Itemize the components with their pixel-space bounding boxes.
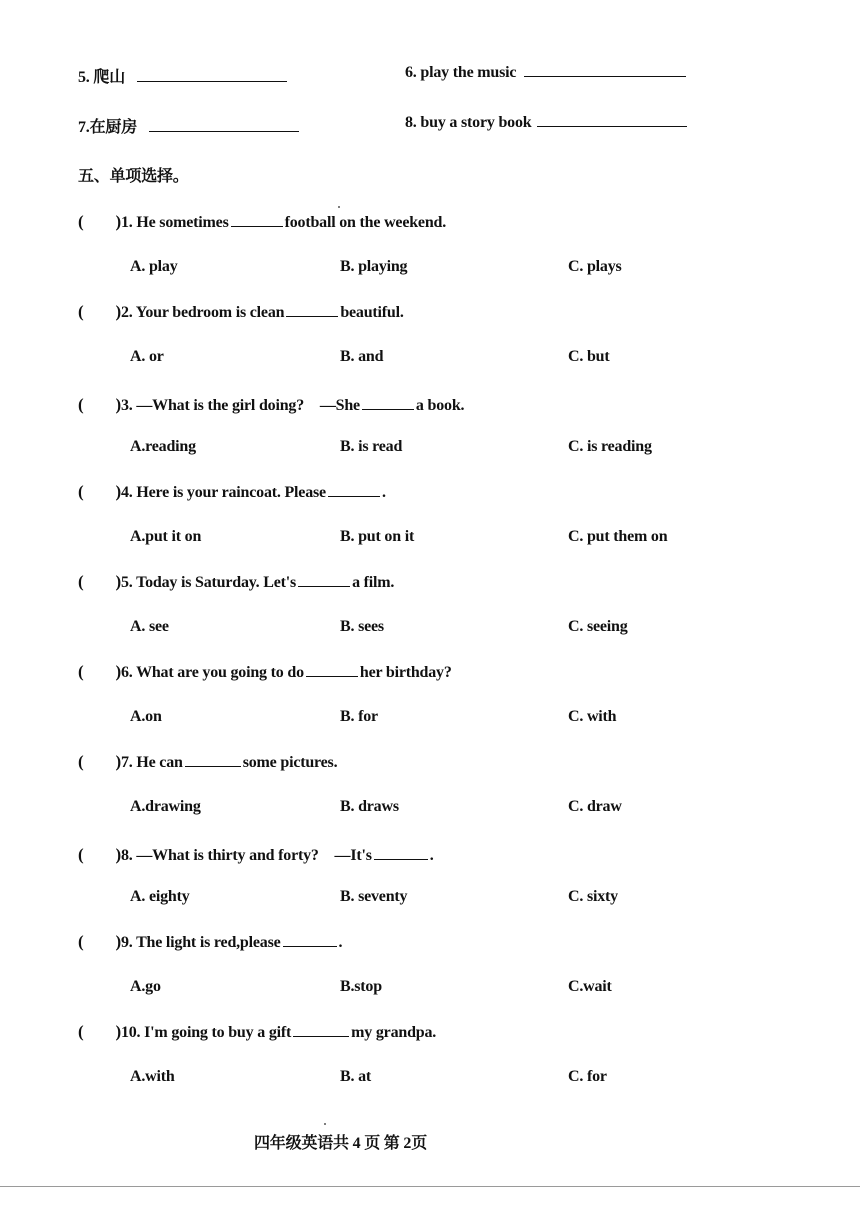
question-number: 8. xyxy=(120,847,133,864)
option-a[interactable]: A. play xyxy=(130,258,178,275)
question-row xyxy=(78,482,386,502)
option-b[interactable]: B. sees xyxy=(340,618,384,635)
question-number: 9. xyxy=(120,934,133,951)
item-number: 8. xyxy=(405,114,417,131)
answer-paren-close: ) xyxy=(115,572,121,591)
translation-item-8 xyxy=(405,114,689,132)
answer-blank[interactable] xyxy=(524,74,686,77)
fill-blank[interactable] xyxy=(374,857,428,860)
option-a[interactable]: A. see xyxy=(130,618,169,635)
fill-blank[interactable] xyxy=(185,764,241,767)
option-c[interactable]: C.wait xyxy=(568,978,612,995)
page-bottom-edge xyxy=(0,1186,860,1187)
option-c[interactable]: C. seeing xyxy=(568,618,628,635)
answer-blank[interactable] xyxy=(137,79,287,82)
option-c[interactable]: C. draw xyxy=(568,798,622,815)
option-a[interactable]: A.put it on xyxy=(130,528,202,545)
option-a[interactable]: A. eighty xyxy=(130,888,190,905)
item-number: 6. xyxy=(405,64,417,81)
answer-paren-close: ) xyxy=(115,662,121,681)
option-a[interactable]: A.reading xyxy=(130,438,196,455)
question-number: 5. xyxy=(120,574,133,591)
fill-blank[interactable] xyxy=(328,494,380,497)
item-number: 7. xyxy=(78,119,90,136)
answer-blank[interactable] xyxy=(537,124,687,127)
fill-blank[interactable] xyxy=(298,584,350,587)
option-b[interactable]: B. playing xyxy=(340,258,408,275)
option-a[interactable]: A.with xyxy=(130,1068,175,1085)
question-text-after: my grandpa. xyxy=(351,1024,437,1041)
question-row xyxy=(78,302,404,322)
question-number: 3. xyxy=(120,397,133,414)
answer-paren-close: ) xyxy=(115,932,121,951)
question-row xyxy=(78,752,337,772)
translation-item-7 xyxy=(78,114,301,137)
answer-paren-open: ( xyxy=(78,572,84,591)
translation-item-5 xyxy=(78,64,289,87)
answer-paren-open: ( xyxy=(78,302,84,321)
question-text-before: Today is Saturday. Let's xyxy=(136,574,297,591)
option-b[interactable]: B. put on it xyxy=(340,528,415,545)
question-number: 2. xyxy=(120,304,133,321)
answer-paren-close: ) xyxy=(115,482,121,501)
question-text-after: a book. xyxy=(415,397,465,414)
question-text-before: Here is your raincoat. Please xyxy=(136,484,326,501)
answer-paren-close: ) xyxy=(115,752,121,771)
item-text: 爬山 xyxy=(93,69,126,86)
question-number: 4. xyxy=(120,484,133,501)
answer-paren-open: ( xyxy=(78,932,84,951)
question-text-after: . xyxy=(429,847,434,864)
answer-paren-open: ( xyxy=(78,845,84,864)
question-text-after: a film. xyxy=(352,574,395,591)
item-text: play the music xyxy=(420,64,517,81)
translation-item-6 xyxy=(405,64,688,82)
question-text-before: I'm going to buy a gift xyxy=(144,1024,292,1041)
scan-speck xyxy=(324,1123,326,1125)
item-text: 在厨房 xyxy=(89,119,138,136)
question-row xyxy=(78,842,434,865)
question-number: 10. xyxy=(120,1024,141,1041)
answer-paren-close: ) xyxy=(115,395,121,414)
question-text-before: Your bedroom is clean xyxy=(135,304,285,321)
answer-paren-close: ) xyxy=(115,212,121,231)
option-b[interactable]: B. is read xyxy=(340,438,403,455)
question-text-after: some pictures. xyxy=(242,754,338,771)
answer-paren-open: ( xyxy=(78,482,84,501)
scan-speck xyxy=(338,206,340,208)
question-row xyxy=(78,212,446,232)
option-c[interactable]: C. but xyxy=(568,348,610,365)
question-text-before: The light is red,please xyxy=(136,934,281,951)
question-text-before: —What is thirty and forty? —It's xyxy=(136,847,372,864)
answer-paren-close: ) xyxy=(115,845,121,864)
question-row xyxy=(78,1022,436,1042)
question-number: 6. xyxy=(120,664,133,681)
answer-paren-open: ( xyxy=(78,1022,84,1041)
option-b[interactable]: B.stop xyxy=(340,978,382,995)
option-b[interactable]: B. seventy xyxy=(340,888,408,905)
option-c[interactable]: C. plays xyxy=(568,258,622,275)
question-text-after: . xyxy=(338,934,343,951)
option-a[interactable]: A. or xyxy=(130,348,164,365)
question-text-before: —What is the girl doing? —She xyxy=(136,397,360,414)
question-text-before: He can xyxy=(136,754,183,771)
question-text-after: beautiful. xyxy=(340,304,404,321)
fill-blank[interactable] xyxy=(306,674,358,677)
answer-paren-open: ( xyxy=(78,395,84,414)
fill-blank[interactable] xyxy=(286,314,338,317)
question-row xyxy=(78,932,342,952)
page-footer: 四年级英语共 4 页 第 2页 xyxy=(254,1135,428,1152)
question-text-after: football on the weekend. xyxy=(284,214,447,231)
option-b[interactable]: B. at xyxy=(340,1068,372,1085)
question-row xyxy=(78,572,394,592)
question-text-after: her birthday? xyxy=(359,664,452,681)
option-b[interactable]: B. draws xyxy=(340,798,399,815)
answer-paren-open: ( xyxy=(78,212,84,231)
answer-paren-open: ( xyxy=(78,752,84,771)
option-c[interactable]: C. put them on xyxy=(568,528,668,545)
fill-blank[interactable] xyxy=(293,1034,349,1037)
fill-blank[interactable] xyxy=(231,224,283,227)
question-text-after: . xyxy=(381,484,386,501)
fill-blank[interactable] xyxy=(283,944,337,947)
answer-paren-close: ) xyxy=(115,1022,121,1041)
question-number: 1. xyxy=(120,214,133,231)
answer-paren-open: ( xyxy=(78,662,84,681)
section-title: 五、单项选择。 xyxy=(78,168,189,185)
fill-blank[interactable] xyxy=(362,407,414,410)
option-c[interactable]: C. with xyxy=(568,708,617,725)
option-b[interactable]: B. for xyxy=(340,708,378,725)
question-row xyxy=(78,662,452,682)
question-number: 7. xyxy=(120,754,133,771)
option-a[interactable]: A.drawing xyxy=(130,798,201,815)
item-text: buy a story book xyxy=(420,114,532,131)
question-text-before: He sometimes xyxy=(136,214,229,231)
answer-paren-close: ) xyxy=(115,302,121,321)
option-c[interactable]: C. is reading xyxy=(568,438,652,455)
option-a[interactable]: A.go xyxy=(130,978,161,995)
option-c[interactable]: C. sixty xyxy=(568,888,618,905)
question-row xyxy=(78,392,464,415)
option-c[interactable]: C. for xyxy=(568,1068,607,1085)
option-b[interactable]: B. and xyxy=(340,348,384,365)
option-a[interactable]: A.on xyxy=(130,708,162,725)
question-text-before: What are you going to do xyxy=(136,664,304,681)
answer-blank[interactable] xyxy=(149,129,299,132)
item-number: 5. xyxy=(78,69,90,86)
